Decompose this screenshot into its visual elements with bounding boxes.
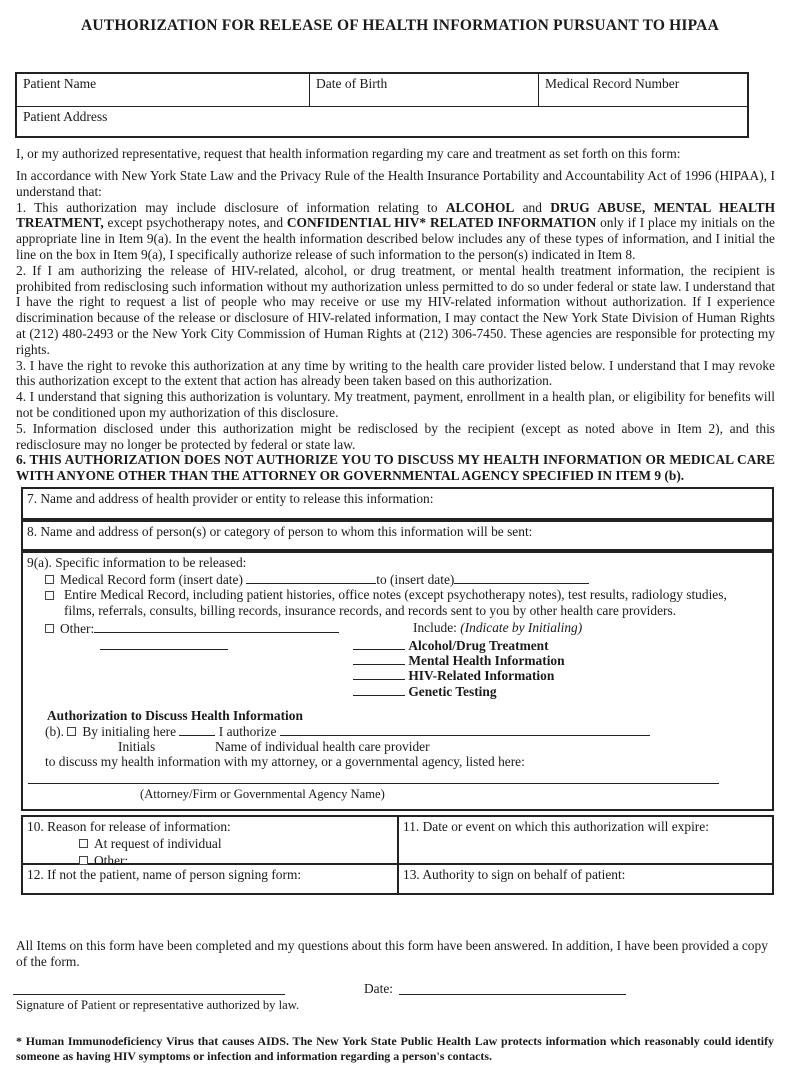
include-note: (Indicate by Initialing) — [460, 620, 583, 635]
alcohol-drug-initial-field[interactable] — [353, 637, 405, 650]
mental-health-initial-field[interactable] — [353, 652, 405, 665]
hiv-initial-field[interactable] — [353, 667, 405, 680]
patient-name-cell[interactable] — [17, 74, 310, 106]
provider-caption: Name of individual health care provider — [215, 739, 430, 754]
by-initialing-label: By initialing here — [82, 724, 177, 739]
patient-address-cell[interactable] — [17, 106, 747, 136]
other-field-line2[interactable] — [100, 637, 228, 650]
item-11-label: 11. Date or event on which this authorization will expire: — [403, 819, 709, 834]
item-3-paragraph: 3. I have the right to revoke this authorization at any time by writing to the health care provider listed below. I understand that I may revoke this authorization except to the extent that action has already been taken based on this authorization. — [16, 357, 775, 389]
reason-other-checkbox[interactable] — [79, 856, 88, 865]
item-10-cell[interactable] — [23, 817, 399, 868]
insert-date-to-field[interactable] — [454, 571, 589, 584]
preamble-paragraph: In accordance with New York State Law and the Privacy Rule of the Health Insurance Portability and Accountability Act of 1996 (HIPAA), I understand that: — [16, 168, 775, 199]
item-7-label: 7. Name and address of health provider or entity to release this information: — [27, 491, 434, 506]
patient-info-table — [15, 72, 749, 138]
signature-caption: Signature of Patient or representative authorized by law. — [16, 998, 300, 1012]
item-10-option-request — [79, 836, 393, 852]
item-8-recipient-box[interactable] — [21, 520, 774, 551]
item-4-paragraph: 4. I understand that signing this authorization is voluntary. My treatment, payment, enrollment in a health plan, or eligibility for benefits will not be conditioned upon my authorization of this disclosure. — [16, 389, 775, 420]
include-label: Include: — [413, 620, 457, 635]
initial-row-hiv — [353, 667, 554, 684]
reason-other-label: Other: — [94, 853, 129, 868]
agency-name-field[interactable] — [28, 771, 719, 784]
alcohol-drug-label: Alcohol/Drug Treatment — [408, 638, 549, 653]
medical-record-number-cell[interactable] — [539, 74, 747, 106]
genetic-testing-initial-field[interactable] — [353, 683, 405, 696]
discuss-heading: Authorization to Discuss Health Information — [47, 708, 303, 723]
agency-caption: (Attorney/Firm or Governmental Agency Name) — [140, 787, 385, 801]
initials-field[interactable] — [179, 723, 215, 736]
initials-caption: Initials — [118, 739, 156, 754]
i-authorize-label: I authorize — [218, 724, 277, 739]
insert-date-from-field[interactable] — [246, 571, 376, 584]
include-heading — [413, 620, 582, 636]
genetic-testing-label: Genetic Testing — [408, 684, 497, 699]
discuss-line2: to discuss my health information with my attorney, or a governmental agency, listed here: — [45, 754, 525, 769]
patient-address-label: Patient Address — [23, 109, 108, 124]
hiv-footnote: * Human Immunodeficiency Virus that causes AIDS. The New York State Public Health Law protects information which reasonably could identify someone as having HIV symptoms or infection and information regarding a person's contacts. — [16, 1034, 774, 1063]
patient-name-label: Patient Name — [23, 76, 97, 91]
item-6-paragraph: 6. THIS AUTHORIZATION DOES NOT AUTHORIZE YOU TO DISCUSS MY HEALTH INFORMATION OR MEDICAL CARE WITH ANYONE OTHER THAN THE ATTORNEY OR GOVERNMENTAL AGENCY SPECIFIED IN ITEM 9 (b). — [16, 452, 775, 484]
by-initialing-checkbox[interactable] — [67, 727, 76, 736]
medical-record-form-checkbox[interactable] — [45, 575, 54, 584]
item-2-paragraph: 2. If I am authorizing the release of HIV-related, alcohol, or drug treatment, or mental health treatment information, the recipient is prohibited from redisclosing such information without my authorization unless permitted to do so under federal or state law. I understand that I have the right to request a list of people who may receive or use my HIV-related information without authorization. If I experience discrimination because of the release or disclosure of HIV-related information, I may contact the New York State Division of Human Rights at (212) 480-2493 or the New York City Commission of Human Rights at (212) 306-7450. These agencies are responsible for protecting my rights. — [16, 262, 775, 357]
item-11-cell[interactable] — [399, 817, 772, 865]
item-1-paragraph: 1. This authorization may include disclosure of information relating to ALCOHOL and DRUG ABUSE, MENTAL HEALTH TREATMENT, except psychotherapy notes, and CONFIDENTIAL HIV* RELATED INFORMATION only if I place my initials on the appropriate line in Item 9(a). In the event the health information described below includes any of these types of information, and I initial the line on the box in Item 9(a), I specifically authorize release of such information to the person(s) indicated in Item 8. — [16, 199, 775, 262]
item-9-specific-info-box — [21, 551, 774, 811]
entire-medical-record-checkbox[interactable] — [45, 591, 54, 600]
at-request-label: At request of individual — [94, 836, 222, 851]
closing-statement: All Items on this form have been completed and my questions about this form have been answered. In addition, I have been provided a copy of the form. — [16, 938, 768, 969]
item-13-cell[interactable] — [399, 865, 772, 893]
item-8-label: 8. Name and address of person(s) or category of person to whom this information will be sent: — [27, 524, 533, 539]
intro-statement: I, or my authorized representative, request that health information regarding my care and treatment as set forth on this form: — [16, 146, 681, 161]
date-label: Date: — [364, 981, 393, 996]
item-9b-line — [45, 723, 650, 740]
item-5-paragraph: 5. Information disclosed under this authorization might be redisclosed by the recipient (except as noted above in Item 2), and this redisclosure may no longer be protected by federal or state law. — [16, 420, 775, 452]
items-10-13-table — [21, 815, 774, 895]
item-9a-heading: 9(a). Specific information to be released: — [27, 555, 247, 570]
other-label: Other: — [60, 621, 95, 636]
to-insert-date-label: to (insert date) — [376, 572, 455, 587]
other-checkbox[interactable] — [45, 624, 54, 633]
item-12-label: 12. If not the patient, name of person signing form: — [27, 867, 302, 882]
item-12-cell[interactable] — [23, 865, 399, 893]
mental-health-label: Mental Health Information — [408, 653, 565, 668]
medical-record-form-label: Medical Record form (insert date) — [60, 572, 243, 587]
provider-name-field[interactable] — [280, 723, 650, 736]
item-9b-prefix: (b). — [45, 724, 64, 739]
other-field[interactable] — [94, 620, 339, 633]
date-of-birth-cell[interactable] — [310, 74, 539, 106]
entire-medical-record-option — [45, 587, 751, 619]
at-request-checkbox[interactable] — [79, 839, 88, 848]
signature-field[interactable] — [13, 993, 285, 995]
medical-record-form-option — [45, 571, 589, 588]
item-7-provider-box[interactable] — [21, 487, 774, 520]
entire-medical-record-label: Entire Medical Record, including patient histories, office notes (except psychotherapy notes), test results, radiology studies, films, referrals, consults, billing records, insurance records, and records sent to you by other health care providers. — [64, 587, 727, 618]
page-title: AUTHORIZATION FOR RELEASE OF HEALTH INFORMATION PURSUANT TO HIPAA — [81, 17, 719, 34]
initial-row-genetic — [353, 683, 497, 700]
legal-text-block — [16, 168, 775, 484]
item-13-label: 13. Authority to sign on behalf of patient: — [403, 867, 626, 882]
item-10-label: 10. Reason for release of information: — [27, 819, 231, 834]
other-option — [45, 620, 339, 637]
date-of-birth-label: Date of Birth — [316, 76, 388, 91]
hiv-label: HIV-Related Information — [408, 668, 555, 683]
medical-record-number-label: Medical Record Number — [545, 76, 680, 91]
date-field[interactable] — [399, 993, 626, 995]
